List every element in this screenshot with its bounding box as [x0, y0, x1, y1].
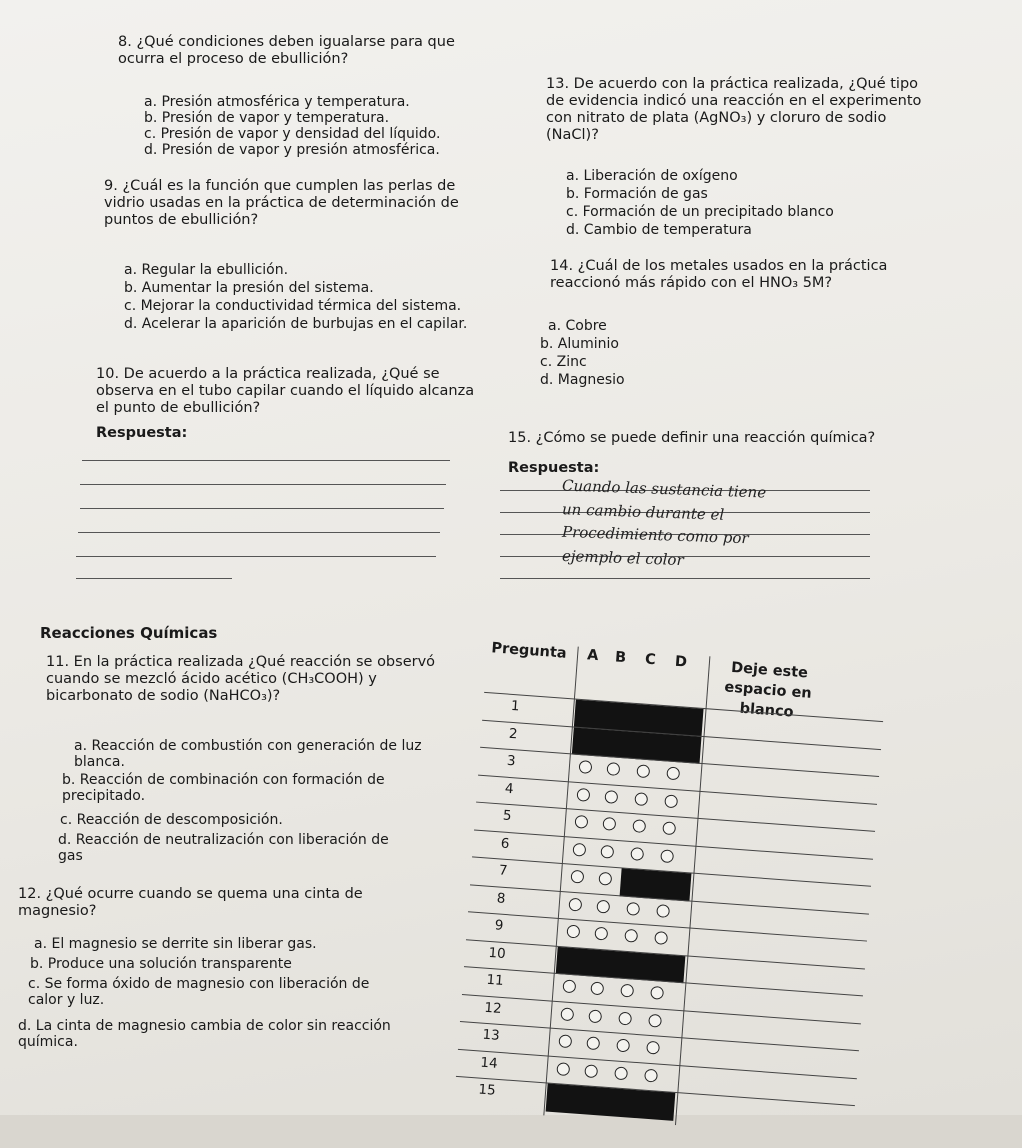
- answer-bubble-11-C[interactable]: [620, 984, 634, 998]
- answer-bubble-9-C[interactable]: [624, 929, 638, 943]
- question-10-stem: 10. De acuerdo a la práctica realizada, ¿Qué se observa en el tubo capilar cuando el líquido alcanza el punto de ebullición?: [96, 366, 475, 416]
- header-d: D: [674, 653, 688, 671]
- q10-answer-line: [80, 508, 444, 509]
- question-14: [550, 258, 910, 292]
- q11-option-d: d. Reacción de neutralización con liberación de gas: [58, 832, 389, 864]
- question-number-6: 6: [500, 835, 511, 852]
- answer-bubble-3-A[interactable]: [579, 760, 593, 774]
- q8-option-d: d. Presión de vapor y presión atmosférica.: [144, 142, 440, 158]
- question-number-9: 9: [494, 917, 504, 934]
- answer-bubble-11-D[interactable]: [650, 986, 664, 1000]
- q10-answer-line: [78, 532, 440, 533]
- q13-option-b: b. Formación de gas: [566, 186, 708, 202]
- q11-option-b: b. Reacción de combinación con formación de precipitado.: [62, 772, 385, 804]
- answer-bubble-4-D[interactable]: [664, 794, 678, 808]
- q9-option-c: c. Mejorar la conductividad térmica del sistema.: [124, 298, 462, 314]
- question-12: [18, 886, 413, 920]
- answer-bubble-13-D[interactable]: [646, 1041, 660, 1055]
- question-number-13: 13: [481, 1026, 501, 1044]
- answer-bubble-11-B[interactable]: [590, 981, 604, 995]
- q10-answer-line: [80, 484, 446, 485]
- q15-answer-line: [500, 578, 870, 579]
- header-blank-area: Deje este espacio en blanco: [723, 659, 813, 721]
- q15-handwritten-line: ejemplo el color: [561, 546, 684, 570]
- header-pregunta: Pregunta: [490, 640, 568, 662]
- question-9: [104, 178, 489, 229]
- answer-bubble-5-B[interactable]: [602, 817, 616, 831]
- q15-handwritten-line: un cambio durante el: [561, 500, 725, 524]
- answer-bubble-4-C[interactable]: [634, 792, 648, 806]
- answer-bubble-8-C[interactable]: [626, 901, 640, 915]
- answer-bubble-13-A[interactable]: [558, 1034, 572, 1048]
- q9-option-b: b. Aumentar la presión del sistema.: [124, 280, 374, 296]
- answer-bubble-12-B[interactable]: [588, 1009, 602, 1023]
- question-8: [118, 34, 498, 68]
- q15-handwritten-line: Procedimiento como por: [561, 522, 749, 548]
- answer-bubble-9-A[interactable]: [566, 925, 580, 939]
- answer-bubble-6-C[interactable]: [630, 847, 644, 861]
- question-15: [508, 430, 908, 447]
- header-b: B: [614, 649, 627, 667]
- q8-option-a: a. Presión atmosférica y temperatura.: [144, 94, 410, 110]
- answer-bubble-12-C[interactable]: [618, 1011, 632, 1025]
- question-number-5: 5: [502, 807, 513, 825]
- answer-bubble-5-C[interactable]: [632, 819, 646, 833]
- q8-option-b: b. Presión de vapor y temperatura.: [144, 110, 390, 126]
- q13-option-c: c. Formación de un precipitado blanco: [566, 204, 834, 220]
- answer-bubble-14-A[interactable]: [556, 1062, 570, 1076]
- answer-bubble-6-D[interactable]: [660, 849, 674, 863]
- q9-option-d: d. Acelerar la aparición de burbujas en el capilar.: [124, 316, 468, 332]
- question-12-stem: 12. ¿Qué ocurre cuando se quema una cinta de magnesio?: [18, 886, 363, 919]
- answer-bubble-8-A[interactable]: [568, 897, 582, 911]
- q14-option-c: c. Zinc: [540, 354, 587, 370]
- q11-option-a: a. Reacción de combustión con generación de luz blanca.: [74, 738, 422, 770]
- question-number-3: 3: [506, 752, 517, 770]
- answer-bubble-5-D[interactable]: [662, 821, 676, 835]
- answer-bubble-12-D[interactable]: [648, 1013, 662, 1027]
- question-number-4: 4: [504, 780, 515, 797]
- question-10: [96, 366, 486, 417]
- q8-option-c: c. Presión de vapor y densidad del líquido.: [144, 126, 441, 142]
- answer-bubble-9-B[interactable]: [594, 927, 608, 941]
- q10-answer-label: Respuesta:: [96, 425, 188, 441]
- question-number-8: 8: [496, 889, 506, 907]
- answer-bubble-3-D[interactable]: [666, 766, 680, 780]
- answer-bubble-13-B[interactable]: [586, 1036, 600, 1050]
- q15-answer-line: [500, 556, 870, 557]
- answer-bubble-11-A[interactable]: [562, 979, 576, 993]
- answer-bubble-14-C[interactable]: [614, 1066, 628, 1080]
- q10-answer-line: [76, 578, 232, 579]
- question-13: [546, 76, 936, 144]
- question-8-stem: 8. ¿Qué condiciones deben igualarse para que ocurra el proceso de ebullición?: [118, 34, 455, 67]
- answer-bubble-7-B[interactable]: [598, 872, 612, 886]
- answer-sheet: [453, 640, 887, 1148]
- answer-bubble-4-A[interactable]: [576, 787, 590, 801]
- answer-bubble-3-B[interactable]: [606, 762, 620, 776]
- answer-bubble-14-D[interactable]: [644, 1068, 658, 1082]
- q14-option-d: d. Magnesio: [540, 372, 625, 388]
- question-number-2: 2: [508, 725, 519, 742]
- q15-handwritten-line: Cuando las sustancia tiene: [561, 476, 767, 502]
- answer-bubble-5-A[interactable]: [574, 815, 588, 829]
- answer-bubble-8-B[interactable]: [596, 899, 610, 913]
- q12-option-b: b. Produce una solución transparente: [30, 956, 292, 972]
- question-9-stem: 9. ¿Cuál es la función que cumplen las perlas de vidrio usadas en la práctica de determinación de puntos de ebullición?: [104, 178, 459, 228]
- q12-option-a: a. El magnesio se derrite sin liberar gas.: [34, 936, 317, 952]
- question-number-14: 14: [479, 1054, 499, 1072]
- q14-option-b: b. Aluminio: [540, 336, 619, 352]
- question-11-stem: 11. En la práctica realizada ¿Qué reacción se observó cuando se mezcló ácido acético (CH₃COOH) y bicarbonato de sodio (NaHCO₃)?: [46, 654, 436, 704]
- q9-option-a: a. Regular la ebullición.: [124, 262, 289, 278]
- question-number-15: 15: [477, 1081, 497, 1099]
- q10-answer-line: [82, 460, 450, 461]
- q12-option-c: c. Se forma óxido de magnesio con liberación de calor y luz.: [28, 976, 370, 1008]
- answer-bubble-13-C[interactable]: [616, 1039, 630, 1053]
- question-14-stem: 14. ¿Cuál de los metales usados en la práctica reaccionó más rápido con el HNO₃ 5M?: [550, 258, 888, 291]
- question-13-stem: 13. De acuerdo con la práctica realizada, ¿Qué tipo de evidencia indicó una reacción en el experimento con nitrato de plata (AgNO₃) y cloruro de sodio (NaCl)?: [546, 76, 922, 143]
- question-11: [46, 654, 436, 705]
- answer-bubble-12-A[interactable]: [560, 1007, 574, 1021]
- answer-bubble-9-D[interactable]: [654, 931, 668, 945]
- q12-option-d: d. La cinta de magnesio cambia de color sin reacción química.: [18, 1018, 391, 1050]
- answer-bubble-3-C[interactable]: [636, 764, 650, 778]
- question-number-11: 11: [485, 971, 505, 990]
- header-a: A: [586, 647, 599, 665]
- q13-option-a: a. Liberación de oxígeno: [566, 168, 738, 184]
- answer-bubble-4-B[interactable]: [604, 789, 618, 803]
- answer-bubble-7-A[interactable]: [570, 870, 584, 884]
- q15-answer-label: Respuesta:: [508, 460, 600, 476]
- section-title: Reacciones Químicas: [40, 624, 218, 642]
- q10-answer-line: [76, 556, 436, 557]
- answer-bubble-8-D[interactable]: [656, 904, 670, 918]
- question-number-1: 1: [510, 697, 521, 715]
- q14-option-a: a. Cobre: [548, 318, 607, 334]
- answer-bubble-6-A[interactable]: [572, 842, 586, 856]
- q11-option-c: c. Reacción de descomposición.: [60, 812, 283, 828]
- q13-option-d: d. Cambio de temperatura: [566, 222, 752, 238]
- answer-bubble-14-B[interactable]: [584, 1064, 598, 1078]
- question-number-7: 7: [498, 862, 509, 880]
- question-number-10: 10: [487, 944, 507, 962]
- answer-bubble-6-B[interactable]: [600, 844, 614, 858]
- question-number-12: 12: [483, 999, 503, 1017]
- question-15-stem: 15. ¿Cómo se puede definir una reacción química?: [508, 430, 876, 446]
- header-c: C: [644, 651, 657, 669]
